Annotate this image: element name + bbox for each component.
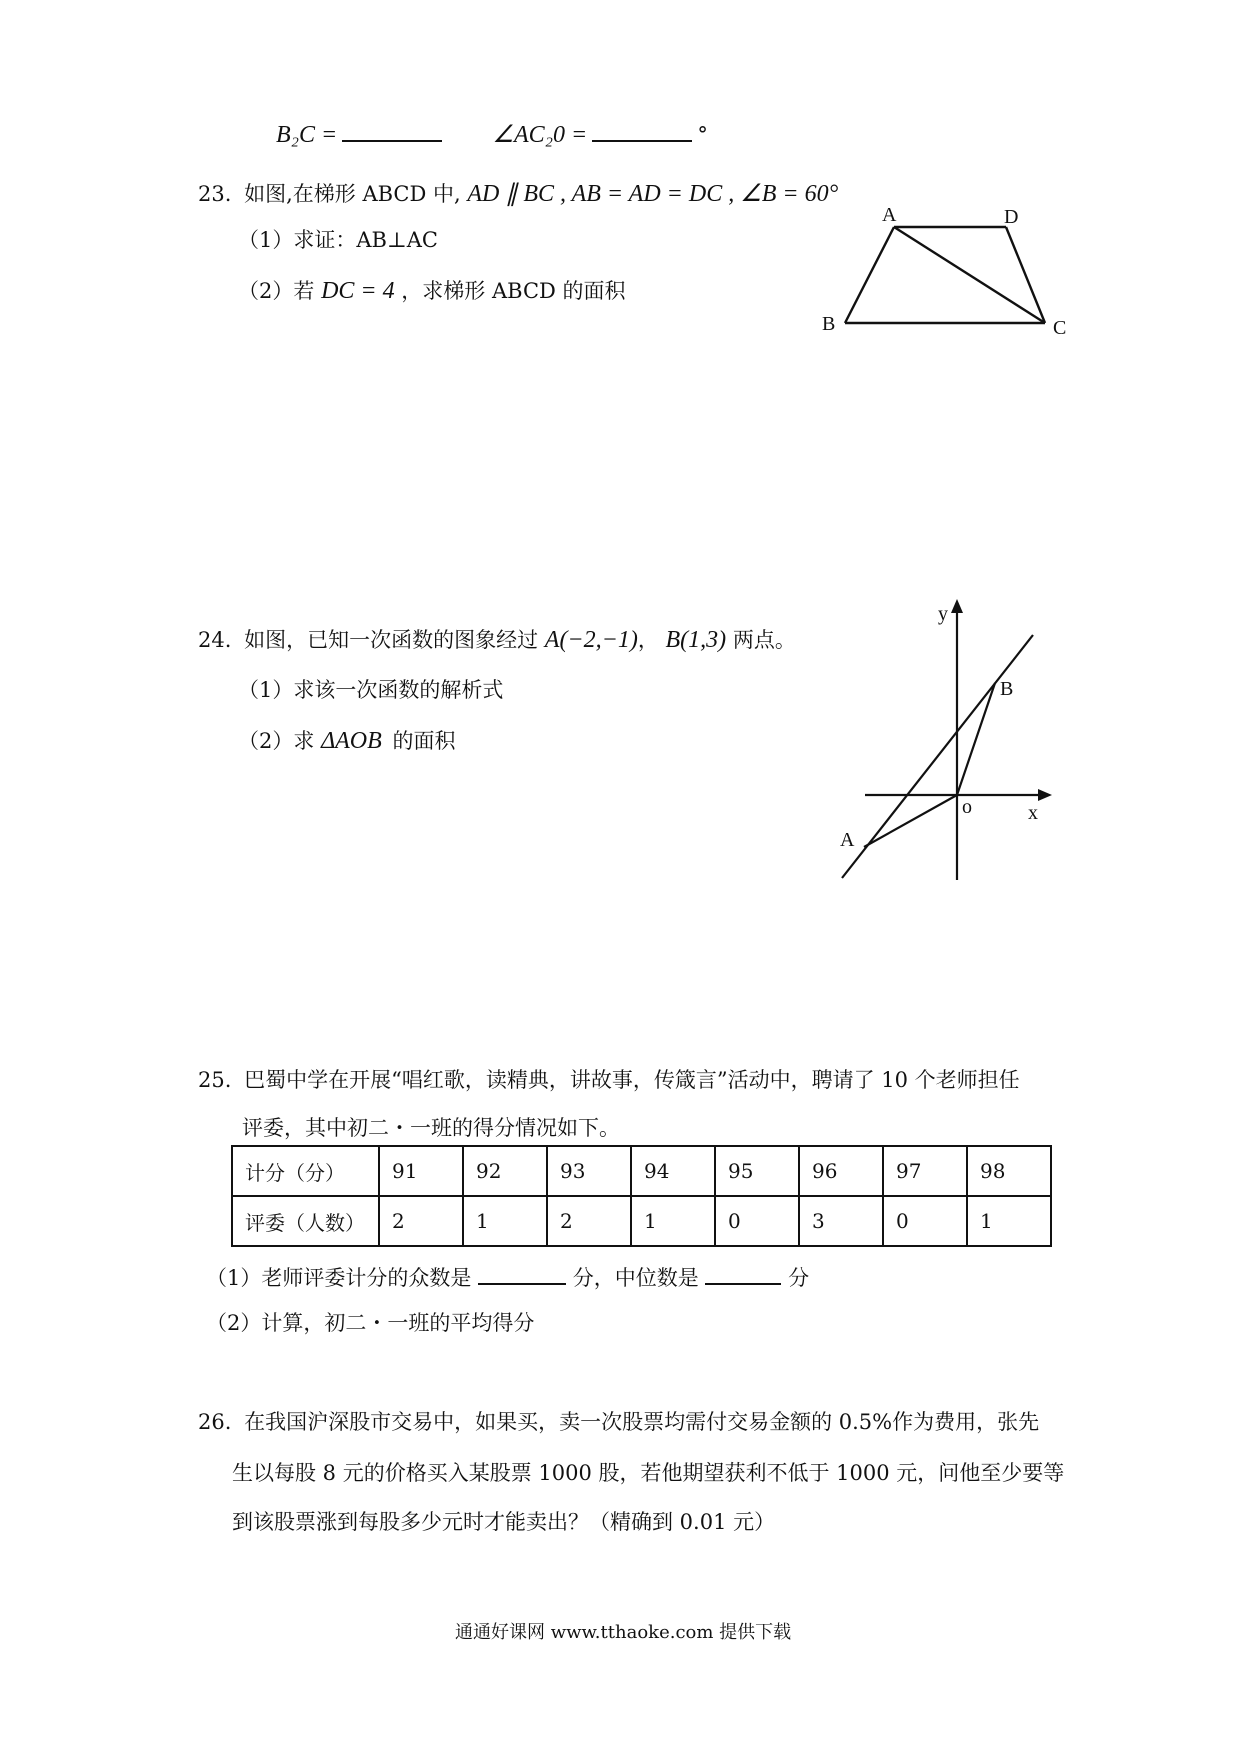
q23-stem xyxy=(198,182,838,206)
q23-stem-math: AD ∥ BC , AB = AD = DC , ∠B = 60° xyxy=(467,181,839,207)
table-row xyxy=(232,1146,1051,1196)
table-cell: 96 xyxy=(799,1146,883,1196)
mode-blank xyxy=(478,1265,566,1285)
table-cell: 0 xyxy=(883,1196,967,1246)
q25-part1 xyxy=(206,1265,809,1289)
q24-number: 24. xyxy=(198,628,232,652)
q26-number: 26. xyxy=(198,1410,232,1434)
q25-number: 25. xyxy=(198,1068,232,1092)
q23-part2 xyxy=(238,279,626,303)
table-cell: 93 xyxy=(547,1146,631,1196)
q23-number: 23. xyxy=(198,182,232,206)
q24-part2 xyxy=(238,729,456,753)
q25-line1-text: 巴蜀中学在开展“唱红歌，读精典，讲故事，传箴言”活动中，聘请了 10 个老师担任 xyxy=(244,1068,1020,1092)
trapezoid-figure xyxy=(820,200,1080,345)
angle-label: ∠AC₂0 = xyxy=(492,122,588,148)
q23-part2-prefix: （2）若 xyxy=(238,279,315,303)
table-cell: 2 xyxy=(547,1196,631,1246)
table-cell: 92 xyxy=(463,1146,547,1196)
table-cell: 91 xyxy=(379,1146,463,1196)
label-b: B xyxy=(1000,678,1014,700)
label-d: D xyxy=(1004,206,1019,228)
table-cell: 95 xyxy=(715,1146,799,1196)
table-cell: 评委（人数） xyxy=(232,1196,379,1246)
q25-part1-c: 分 xyxy=(788,1266,810,1290)
q24-part2-prefix: （2）求 xyxy=(238,729,315,753)
label-c: C xyxy=(1053,317,1067,339)
table-cell: 计分（分） xyxy=(232,1146,379,1196)
label-y: y xyxy=(938,603,948,625)
side-dc xyxy=(1006,227,1045,323)
q24-part2-suffix: 的面积 xyxy=(392,729,456,753)
label-x: x xyxy=(1028,802,1038,824)
q24-part2-math: ΔAOB xyxy=(321,728,382,754)
x-axis-arrow xyxy=(1038,789,1052,801)
footer-credit: 通通好课网 www.tthaoke.com 提供下载 xyxy=(455,1622,792,1643)
q25-part2: （2）计算，初二・一班的平均得分 xyxy=(206,1311,535,1335)
q23-part1: （1）求证：AB⊥AC xyxy=(238,228,438,252)
top-answer-line xyxy=(276,120,708,149)
q24-stem-suffix: 两点。 xyxy=(732,628,796,652)
table-cell: 98 xyxy=(967,1146,1051,1196)
table-cell: 0 xyxy=(715,1196,799,1246)
q24-stem-text: 如图，已知一次函数的图象经过 xyxy=(244,628,539,652)
score-table xyxy=(231,1145,1052,1247)
q24-stem xyxy=(198,628,796,652)
q24-part1: （1）求该一次函数的解析式 xyxy=(238,678,504,702)
q26-line1 xyxy=(198,1412,1039,1433)
diagonal-ac xyxy=(894,227,1045,323)
q25-line1 xyxy=(198,1070,1020,1091)
line-ab xyxy=(842,635,1033,878)
angle-blank xyxy=(592,122,692,142)
side-ab xyxy=(845,227,894,323)
table-cell: 97 xyxy=(883,1146,967,1196)
segment-oa xyxy=(864,795,957,847)
table-cell: 1 xyxy=(967,1196,1051,1246)
q25-line2: 评委，其中初二・一班的得分情况如下。 xyxy=(242,1116,620,1140)
table-cell: 3 xyxy=(799,1196,883,1246)
label-a: A xyxy=(840,829,855,851)
b2c-label: B₂C = xyxy=(276,122,338,148)
q23-stem-text: 如图,在梯形 ABCD 中, xyxy=(244,182,461,206)
segment-ob xyxy=(957,683,995,795)
q24-point-a: A(−2,−1) xyxy=(544,627,638,653)
q25-part1-b: 分，中位数是 xyxy=(572,1266,699,1290)
table-cell: 2 xyxy=(379,1196,463,1246)
q25-part1-a: （1）老师评委计分的众数是 xyxy=(206,1266,472,1290)
median-blank xyxy=(705,1265,781,1285)
q23-part2-suffix: ，求梯形 ABCD 的面积 xyxy=(401,279,626,303)
table-cell: 94 xyxy=(631,1146,715,1196)
y-axis-arrow xyxy=(951,599,963,613)
table-cell: 1 xyxy=(631,1196,715,1246)
q26-line3: 到该股票涨到每股多少元时才能卖出？（精确到 0.01 元） xyxy=(232,1510,776,1534)
label-b: B xyxy=(822,313,836,335)
q23-part2-math: DC = 4 xyxy=(321,278,395,304)
label-o: o xyxy=(962,796,972,818)
b2c-blank xyxy=(342,122,442,142)
q26-line1-text: 在我国沪深股市交易中，如果买，卖一次股票均需付交易金额的 0.5%作为费用，张先 xyxy=(244,1410,1040,1434)
q24-sep: ， xyxy=(637,628,659,652)
degree-sign: ° xyxy=(697,123,708,147)
table-row xyxy=(232,1196,1051,1246)
table-cell: 1 xyxy=(463,1196,547,1246)
coordinate-figure xyxy=(830,595,1070,885)
q26-line2: 生以每股 8 元的价格买入某股票 1000 股，若他期望获利不低于 1000 元，问他至少要等 xyxy=(232,1461,1065,1485)
label-a: A xyxy=(882,204,897,226)
q24-point-b: B(1,3) xyxy=(665,627,727,653)
